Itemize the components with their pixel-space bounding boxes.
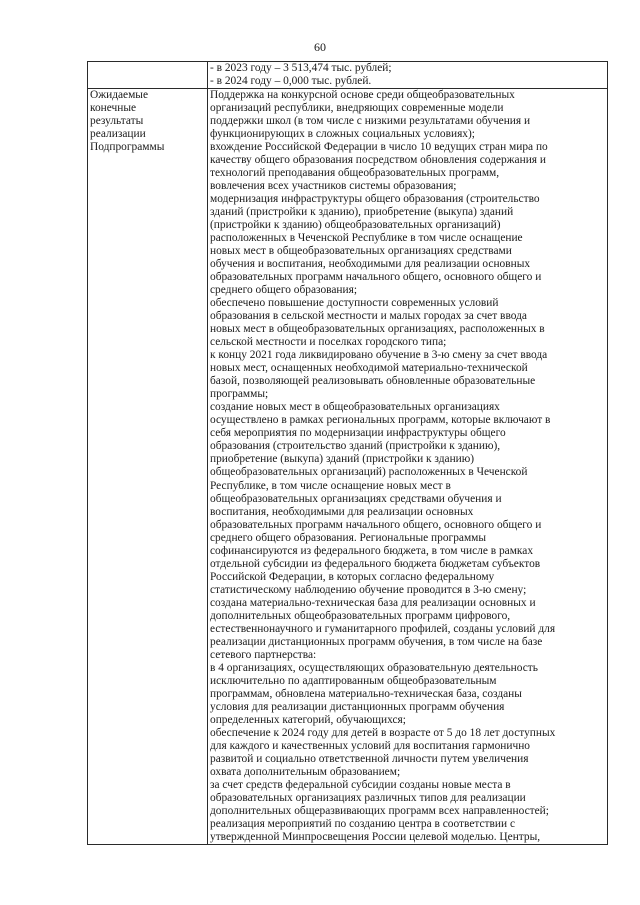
result-text-line: организаций республики, внедряющих современные модели — [210, 102, 504, 115]
result-text-line: осуществлено в рамках региональных программ, которые включают в — [210, 414, 551, 427]
result-text-line: новых мест, оснащенных необходимой материально-технической — [210, 362, 528, 375]
result-text-line: создана материально-техническая база для реализации основных и — [210, 596, 536, 609]
result-text-line: к концу 2021 года ликвидировано обучение в 3-ю смену за счет ввода — [210, 349, 548, 362]
result-text-line: для каждого и качественных условий для воспитания гармонично — [210, 739, 530, 752]
result-text-line: среднего общего образования; — [210, 284, 358, 297]
funding-text-line: - в 2023 году – 3 513,474 тыс. рублей; — [210, 62, 392, 74]
result-text-line: образовательных программ начального общего, основного общего и — [210, 518, 542, 531]
result-text-line: обучения и воспитания, необходимыми для реализации основных — [210, 258, 531, 271]
result-text-line: зданий (пристройки к зданию), приобретение (выкупа) зданий — [210, 206, 514, 219]
result-text-line: себя мероприятия по модернизации инфраструктуры общего — [210, 427, 506, 440]
result-text-line: утвержденной Минпросвещения России целевой моделью. Центры, — [210, 830, 541, 843]
result-text-line: (пристройки к зданию) общеобразовательных организаций) — [210, 219, 501, 232]
expected-results-label-cell — [88, 89, 208, 845]
result-text-line: отдельной субсидии из федерального бюджета бюджетам субъектов — [210, 557, 541, 570]
result-text-line: вовлечения всех участников системы образования; — [210, 180, 457, 193]
result-text-line: программы; — [210, 388, 269, 401]
result-text-line: развитой и социально ответственной личности путем увеличения — [210, 752, 529, 765]
result-text-line: новых мест в общеобразовательных организациях средствами — [210, 245, 512, 258]
result-text-line: исключительно по адаптированным общеобразовательным — [210, 674, 497, 687]
result-text-line: Российской Федерации, в которых согласно федеральному — [210, 570, 495, 583]
expected-results-text-cell — [208, 89, 608, 845]
result-text-line: естественнонаучного и гуманитарного профилей, созданы условий для — [210, 622, 556, 635]
funding-label-cell — [88, 62, 208, 89]
result-text-line: реализации дистанционных программ обучения, в том числе на базе — [210, 635, 543, 648]
result-text-line: вхождение Российской Федерации в число 10 ведущих стран мира по — [210, 141, 548, 154]
table-row-funding-continuation — [88, 62, 608, 89]
expected-results-label — [90, 89, 205, 154]
result-text-line: дополнительных общеобразовательных программ цифрового, — [210, 609, 511, 622]
result-text-line: модернизация инфраструктуры общего образования (строительство — [210, 193, 540, 206]
result-text-line: поддержки школ (в том числе с низкими результатами обучения и — [210, 115, 531, 128]
result-text-line: образования в сельской местности и малых городах за счет ввода — [210, 310, 527, 323]
result-text-line: качеству общего образования посредством обновления содержания и — [210, 154, 546, 167]
result-text-line: определенных категорий, обучающихся; — [210, 713, 406, 726]
result-text-line: расположенных в Чеченской Республике в том числе оснащение — [210, 232, 523, 245]
result-text-line: создание новых мест в общеобразовательных организациях — [210, 401, 500, 414]
result-text-line: образовательных организациях различных типов для реализации — [210, 791, 526, 804]
result-text-line: Поддержка на конкурсной основе среди общеобразовательных — [210, 89, 515, 102]
result-text-line: базой, позволяющей реализовывать обновленные образовательные — [210, 375, 536, 388]
result-text-line: Республике, в том числе оснащение новых мест в — [210, 479, 451, 492]
label-text-line: Ожидаемые — [90, 89, 149, 102]
label-text-line: конечные — [90, 102, 137, 115]
result-text-line: сетевого партнерства: — [210, 648, 317, 661]
result-text-line: условия для реализации дистанционных программ обучения — [210, 700, 505, 713]
result-text-line: функционирующих в сложных социальных условиях); — [210, 128, 475, 141]
label-text-line: результаты — [90, 115, 144, 128]
result-text-line: сельской местности и поселках городского типа; — [210, 336, 447, 349]
subprogram-table — [87, 61, 608, 845]
result-text-line: реализация мероприятий по созданию центра в соответствии с — [210, 817, 515, 830]
funding-lines — [210, 62, 605, 88]
result-text-line: дополнительных общеразвивающих программ всех направленностей; — [210, 804, 549, 817]
result-text-line: общеобразовательных организациях средствами обучения и — [210, 492, 502, 505]
result-text-line: воспитания, необходимыми для реализации основных — [210, 505, 474, 518]
table-row-expected-results — [88, 89, 608, 845]
result-text-line: общеобразовательных организаций) расположенных в Чеченской — [210, 466, 528, 479]
result-text-line: программам, обновлена материально-техническая база, созданы — [210, 687, 522, 700]
result-text-line: среднего общего образования. Региональные программы — [210, 531, 487, 544]
result-text-line: технологий преподавания общеобразовательных программ, — [210, 167, 500, 180]
funding-text-line: - в 2024 году – 0,000 тыс. рублей. — [210, 75, 372, 88]
expected-results-text — [210, 89, 605, 844]
result-text-line: охвата дополнительным образованием; — [210, 765, 401, 778]
page-number: 60 — [314, 40, 326, 54]
result-text-line: за счет средств федеральной субсидии созданы новые места в — [210, 778, 511, 791]
label-text-line: реализации — [90, 128, 146, 141]
result-text-line: приобретение (выкупа) зданий (пристройки к зданию) — [210, 453, 475, 466]
result-text-line: обеспечение к 2024 году для детей в возрасте от 5 до 18 лет доступных — [210, 726, 556, 739]
result-text-line: образования (строительство зданий (пристройки к зданию), — [210, 440, 501, 453]
funding-value-cell — [208, 62, 608, 89]
result-text-line: обеспечено повышение доступности современных условий — [210, 297, 499, 310]
result-text-line: софинансируются из федерального бюджета, в том числе в рамках — [210, 544, 534, 557]
result-text-line: в 4 организациях, осуществляющих образовательную деятельность — [210, 661, 538, 674]
result-text-line: статистическому наблюдению обучение проводится в 3-ю смену; — [210, 583, 527, 596]
result-text-line: образовательных программ начального общего, основного общего и — [210, 271, 542, 284]
label-text-line: Подпрограммы — [90, 141, 165, 154]
result-text-line: новых мест в общеобразовательных организациях, расположенных в — [210, 323, 545, 336]
